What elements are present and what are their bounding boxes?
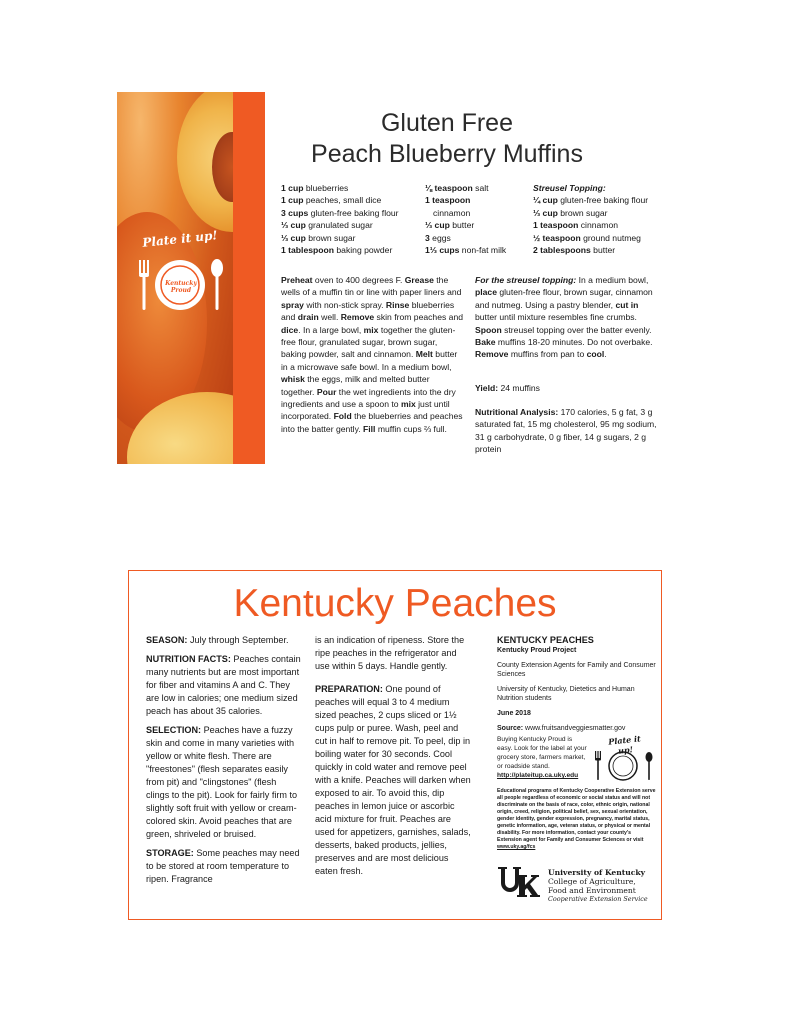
selection-paragraph: SELECTION: Peaches have a fuzzy skin and come in many varieties with yellow or white flesh. There are "freestones" (flesh separates easily from pit) and "clingstones" (flesh clings to the pit). Look for fairly firm to slightly soft fruit with yellow or cream-colored skin. Avoid peaches that are green, shriveled or bruised. xyxy=(146,725,298,839)
ingredient-item: 1 tablespoon baking powder xyxy=(281,245,393,256)
badge-brand: Kentucky Proud xyxy=(165,280,197,294)
ingredient-item: cinnamon xyxy=(433,207,471,218)
uk-line-4: Cooperative Extension Service xyxy=(548,895,648,903)
ingredient-item: 2 tablespoons butter xyxy=(533,245,616,256)
ingredient-item: ⅓ cup granulated sugar xyxy=(281,220,373,231)
storage-paragraph: STORAGE: Some peaches may need to be stored at room temperature to ripen. Fragrance xyxy=(146,848,300,884)
sidebar-source: Source: www.fruitsandveggiesmatter.gov xyxy=(497,724,626,732)
uk-logo xyxy=(497,865,541,899)
streusel-method: For the streusel topping: In a medium bowl, place gluten-free flour, brown sugar, cinnamon and nutmeg. Using a pastry blender, cut in butter until mixture resembles fine crumbs. Spoon streusel topping over the batter evenly. Bake muffins 18-20 minutes. Do not overbake. Remove muffins from pan to cool. xyxy=(475,275,653,360)
ingredient-item: 1 teaspoon xyxy=(425,195,471,206)
preparation-paragraph: PREPARATION: One pound of peaches will equal 3 to 4 medium sized peaches, 2 cups sliced or 1½ cups pulp or puree. Wash, peel and cut in half to remove pit. To peel, dip in boiling water for 30 seconds. Cool quickly in cold water and remove peel with a knife. Peaches will darken when exposed to air. To avoid this, dip peaches in lemon juice or ascorbic acid mixture for fruit. Peaches are used for appetizers, garnishes, salads, desserts, baked products, jellies, preserves and are most delicious eaten fresh. xyxy=(315,684,471,876)
uk-line-1: University of Kentucky xyxy=(548,868,646,877)
sidebar-heading: KENTUCKY PEACHES xyxy=(497,635,594,645)
nutritional-analysis: Nutritional Analysis: 170 calories, 5 g fat, 3 g saturated fat, 15 mg cholesterol, 95 mg sodium, 31 g carbohydrate, 0 g fiber, 14 g sugars, 2 g protein xyxy=(475,407,657,455)
uk-college-name xyxy=(548,868,663,904)
badge-title: Plate it up! xyxy=(141,228,219,250)
ingredient-item: 3 cups gluten-free baking flour xyxy=(281,207,399,218)
nutrition-facts-paragraph: NUTRITION FACTS: Peaches contain many nutrients but are most important for fiber and vitamins A and C. They are low in calories; one medium sized peach has about 35 calories. xyxy=(146,654,301,716)
streusel-heading: Streusel Topping: xyxy=(533,183,606,193)
ingredient-item: ⅓ cup brown sugar xyxy=(281,232,356,243)
buying-kentucky-proud: Buying Kentucky Proud is easy. Look for the label at your grocery store, farmers market, or roadside stand. http://plateitup.ca.uky.edu xyxy=(497,736,587,779)
recipe-yield: Yield: 24 muffins xyxy=(475,383,540,393)
plate-it-up-badge xyxy=(125,230,235,330)
sidebar-university: University of Kentucky, Dietetics and Human Nutrition students xyxy=(497,685,635,703)
sidebar-project: Kentucky Proud Project xyxy=(497,647,577,654)
ingredient-item: ⅓ cup brown sugar xyxy=(533,207,608,218)
season-paragraph: SEASON: July through September. xyxy=(146,635,289,645)
ingredient-item: 1 teaspoon cinnamon xyxy=(533,220,619,231)
plate-it-up-small-logo xyxy=(589,735,659,783)
recipe-title xyxy=(282,108,612,170)
fcs-link[interactable]: www.uky.ag/fcs xyxy=(497,844,536,850)
ingredient-item: 1⅓ cups non-fat milk xyxy=(425,245,507,256)
ingredient-item: ¼ cup gluten-free baking flour xyxy=(533,195,649,206)
uk-line-3: Food and Environment xyxy=(548,886,636,895)
peach-facts-column-2 xyxy=(315,634,471,884)
eeo-statement: Educational programs of Kentucky Cooperative Extension serve all people regardless of economic or social status and will not discriminate on the basis of race, color, ethnic origin, national origin, creed, religion, political belief, sex, sexual orientation, gender identity, gender expression, pregnancy, marital status, genetic information, age, veteran status, or physical or mental disability. For more information, contact your county's Extension agent for Family and Consumer Sciences or visit www.uky.ag/fcs xyxy=(497,788,656,850)
recipe-title-line1: Gluten Free xyxy=(380,109,513,137)
project-sidebar xyxy=(497,634,657,738)
sidebar-agents: County Extension Agents for Family and Consumer Sciences xyxy=(497,661,656,679)
orange-band xyxy=(233,92,265,464)
streusel-ingredients xyxy=(533,182,648,256)
ingredients-column-1 xyxy=(281,182,399,256)
uk-line-2: College of Agriculture, xyxy=(548,877,636,886)
ingredient-item: ⅓ cup butter xyxy=(425,220,475,231)
ingredient-item: 1 cup blueberries xyxy=(281,183,349,193)
recipe-title-line2: Peach Blueberry Muffins xyxy=(311,140,583,168)
sidebar-date: June 2018 xyxy=(497,709,531,717)
plate-small-title: Plate it up! xyxy=(607,733,642,756)
ingredient-item: ½ teaspoon ground nutmeg xyxy=(533,232,641,243)
plateitup-link[interactable]: http://plateitup.ca.uky.edu xyxy=(497,772,579,779)
ingredients-column-2 xyxy=(425,182,506,256)
recipe-method: Preheat oven to 400 degrees F. Grease the wells of a muffin tin or line with paper liners and spray with non-stick spray. Rinse blueberries and drain well. Remove skin from peaches and dice. In a large bowl, mix together the gluten-free flour, granulated sugar, brown sugar, baking powder, salt and cinnamon. Melt butter in a microwave safe bowl. In a medium bowl, whisk the eggs, milk and melted butter together. Pour the wet ingredients into the dry ingredients and use a spoon to mix just until incorporated. Fold the blueberries and peaches into the batter gently. Fill muffin cups ⅔ full. xyxy=(281,275,464,434)
ingredient-item: 3 eggs xyxy=(425,232,451,243)
ingredient-item: ⅛ teaspoon salt xyxy=(425,183,489,193)
ingredient-item: 1 cup peaches, small dice xyxy=(281,195,382,206)
kentucky-peaches-title: Kentucky Peaches xyxy=(233,582,557,625)
peach-facts-column-1 xyxy=(146,634,302,892)
uk-logo-icon xyxy=(497,865,541,899)
storage-continued-paragraph: is an indication of ripeness. Store the ripe peaches in the refrigerator and use within 5 days. Handle gently. xyxy=(315,635,465,671)
